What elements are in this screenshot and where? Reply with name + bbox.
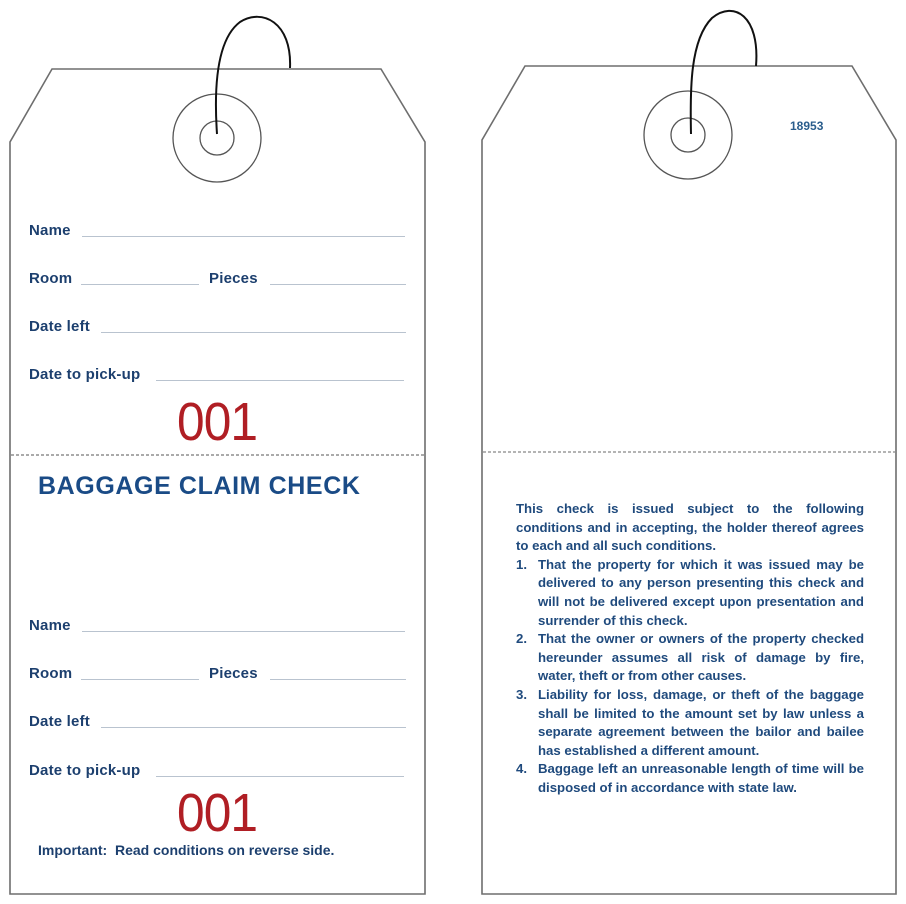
date-pickup-label: Date to pick-up <box>29 762 141 779</box>
reverse-side-notice: Important: Read conditions on reverse side. <box>38 842 335 858</box>
pieces-field[interactable] <box>270 679 406 680</box>
date-left-field[interactable] <box>101 332 406 333</box>
date-pickup-field[interactable] <box>156 380 404 381</box>
room-field[interactable] <box>81 679 199 680</box>
condition-item: 1. That the property for which it was issued may be delivered to any person presenting this check and will not be delivered except upon presentation and surrender of this check. <box>516 556 864 628</box>
name-field[interactable] <box>82 236 405 237</box>
condition-item: 2. That the owner or owners of the property checked hereunder assumes all risk of damage by fire, water, theft or from other causes. <box>516 631 864 684</box>
name-label: Name <box>29 222 71 239</box>
date-pickup-field[interactable] <box>156 776 404 777</box>
room-label: Room <box>29 270 73 287</box>
name-field[interactable] <box>82 631 405 632</box>
claim-number: 001 <box>177 783 258 843</box>
date-left-label: Date left <box>29 318 90 335</box>
claim-check-title: BAGGAGE CLAIM CHECK <box>38 472 361 500</box>
serial-number: 18953 <box>790 119 824 133</box>
name-label: Name <box>29 617 71 634</box>
pieces-field[interactable] <box>270 284 406 285</box>
date-left-field[interactable] <box>101 727 406 728</box>
room-label: Room <box>29 665 73 682</box>
condition-item: 4. Baggage left an unreasonable length of time will be disposed of in accordance with state law. <box>516 761 864 795</box>
condition-item: 3. Liability for loss, damage, or theft of the baggage shall be limited to the amount set by law unless a separate agreement between the bailor and bailee has established a different amount. <box>516 686 864 758</box>
conditions-intro: This check is issued subject to the following conditions and in accepting, the holder thereof agrees to each and all such conditions. <box>516 501 864 554</box>
date-left-label: Date left <box>29 713 90 730</box>
conditions-text <box>516 500 864 798</box>
pieces-label: Pieces <box>209 665 258 682</box>
room-field[interactable] <box>81 284 199 285</box>
stub-number: 001 <box>177 392 258 452</box>
pieces-label: Pieces <box>209 270 258 287</box>
date-pickup-label: Date to pick-up <box>29 366 141 383</box>
